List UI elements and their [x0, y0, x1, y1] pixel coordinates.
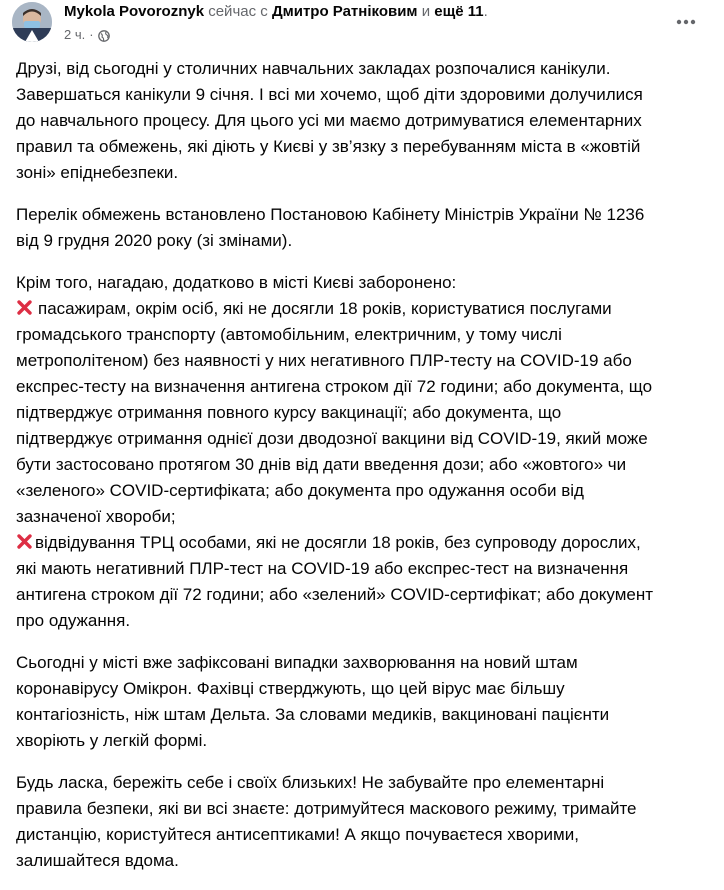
- text-line: експрес-тесту на визначення антигена строком дії 72 години; або документа, що: [16, 377, 653, 396]
- paragraph-5: [16, 770, 712, 874]
- text-line: які мають негативний ПЛР-тест на COVID-19 або експрес-тест на визначення: [16, 559, 629, 578]
- meta-line: [64, 26, 664, 44]
- text-line: відвідування ТРЦ особами, які не досягли 18 років, без супроводу дорослих,: [35, 533, 641, 552]
- text-line: метрополітеном) без наявності у них негативного ПЛР-тесту на COVID-19 або: [16, 351, 632, 370]
- text-line: Друзі, від сьогодні у столичних навчальних закладах розпочалися канікули.: [16, 59, 611, 78]
- paragraph-2: [16, 202, 712, 254]
- text-line: про одужання.: [16, 611, 131, 630]
- text-line: хворіють у легкій формі.: [16, 731, 208, 750]
- and-connector: и: [421, 3, 431, 20]
- text-line: зазначеної хвороби;: [16, 507, 176, 526]
- header-period: .: [483, 3, 488, 20]
- restrictions-intro: Крім того, нагадаю, додатково в місті Києві заборонено:: [16, 273, 457, 292]
- text-line: бути застосовано протягом 30 днів від дати введення дози; або «жовтого» чи: [16, 455, 627, 474]
- header-text: [64, 2, 664, 44]
- paragraph-4: [16, 650, 712, 754]
- more-options-button[interactable]: [668, 4, 704, 40]
- tagged-others[interactable]: ещё 11: [434, 3, 484, 20]
- text-line: Сьогодні у місті вже зафіксовані випадки захворювання на новий штам: [16, 653, 578, 672]
- text-line: підтверджує отримання повного курсу вакцинації; або документа, що: [16, 403, 562, 422]
- text-line: контагіозність, ніж штам Дельта. За словами медиків, вакциновані пацієнти: [16, 705, 610, 724]
- tagged-person[interactable]: Дмитро Ратніковим: [271, 3, 418, 20]
- restriction-item-2: [16, 530, 712, 556]
- time-connector: сейчас с: [208, 3, 268, 20]
- text-line: громадського транспорту (автомобільним, електричним, у тому числі: [16, 325, 562, 344]
- text-line: залишайтеся вдома.: [16, 851, 179, 870]
- globe-icon[interactable]: [98, 29, 110, 41]
- text-line: правил та обмежень, які діють у Києві у зв’язку з перебуванням міста в «жовтій: [16, 137, 641, 156]
- text-line: Перелік обмежень встановлено Постановою Кабінету Міністрів України № 1236: [16, 205, 645, 224]
- more-dots-icon: [676, 19, 696, 25]
- author-name[interactable]: Mykola Povoroznyk: [64, 3, 205, 20]
- post-header: [12, 0, 712, 50]
- text-line: зоні» епіднебезпеки.: [16, 163, 179, 182]
- meta-separator: ·: [89, 27, 94, 42]
- text-line: від 9 грудня 2020 року (зі змінами).: [16, 231, 293, 250]
- post-timestamp[interactable]: 2 ч.: [64, 27, 86, 42]
- text-line: підтверджує отримання однієї дози дводозної вакцини від COVID-19, який може: [16, 429, 648, 448]
- author-avatar[interactable]: [12, 2, 52, 42]
- restriction-item-1: [16, 296, 712, 322]
- text-line: правила безпеки, які ви всі знаєте: дотримуйтеся маскового режиму, тримайте: [16, 799, 637, 818]
- cross-mark-icon: [16, 298, 33, 315]
- text-line: дистанцію, користуйтеся антисептиками! А якщо почуваєтеся хворими,: [16, 825, 579, 844]
- text-line: Завершаться канікули 9 січня. І всі ми хочемо, щоб діти здоровими долучилися: [16, 85, 643, 104]
- text-line: антигена строком дії 72 години; або «зелений» COVID-сертифікат; або документ: [16, 585, 654, 604]
- cross-mark-icon: [16, 532, 33, 549]
- text-line: «зеленого» COVID-сертифіката; або документа про одужання особи від: [16, 481, 584, 500]
- post-body: [16, 56, 712, 890]
- text-line: Будь ласка, бережіть себе і своїх близьких! Не забувайте про елементарні: [16, 773, 605, 792]
- paragraph-1: [16, 56, 712, 186]
- paragraph-3: [16, 270, 712, 634]
- text-line: коронавірусу Омікрон. Фахівці стверджують, що цей вірус має більшу: [16, 679, 565, 698]
- text-line: пасажирам, окрім осіб, які не досягли 18 років, користуватися послугами: [38, 299, 612, 318]
- text-line: до навчального процесу. Для цього усі ми маємо дотримуватися елементарних: [16, 111, 642, 130]
- header-line: [64, 2, 664, 22]
